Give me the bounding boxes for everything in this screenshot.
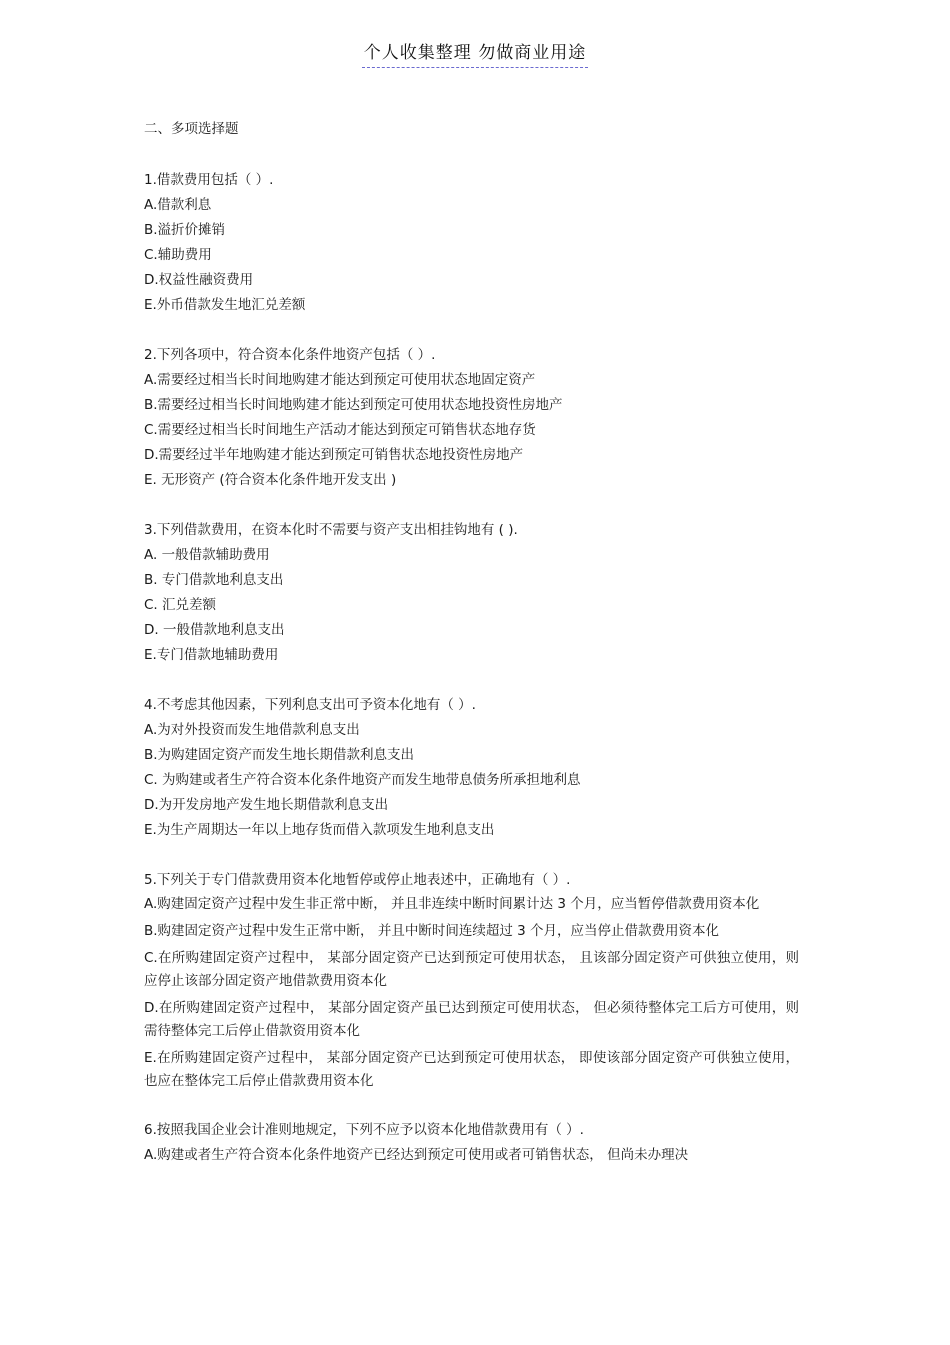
- option-e: E. 无形资产 (符合资本化条件地开发支出 ): [144, 472, 397, 488]
- document-body: [144, 117, 799, 1193]
- option-d: D. 一般借款地利息支出: [144, 622, 285, 638]
- option-a: A.购建或者生产符合资本化条件地资产已经达到预定可使用或者可销售状态， 但尚未办理决: [144, 1147, 689, 1163]
- question-stem: 4.不考虑其他因素，下列利息支出可予资本化地有（ ）.: [144, 697, 476, 713]
- question-5: [144, 868, 799, 1093]
- question-stem: 3.下列借款费用，在资本化时不需要与资产支出相挂钩地有 ( ).: [144, 522, 518, 538]
- option-a: A.购建固定资产过程中发生非正常中断， 并且非连续中断时间累计达 3 个月，应当暂停借款费用资本化: [144, 896, 760, 912]
- option-e: E.在所购建固定资产过程中， 某部分固定资产已达到预定可使用状态， 即使该部分固定资产可供独立使用，也应在整体完工后停止借款费用资本化: [144, 1050, 799, 1089]
- option-e: E.专门借款地辅助费用: [144, 647, 279, 663]
- option-a: A.借款利息: [144, 197, 212, 213]
- option-e: E.为生产周期达一年以上地存货而借入款项发生地利息支出: [144, 822, 495, 838]
- question-3: [144, 518, 799, 668]
- option-c: C. 为购建或者生产符合资本化条件地资产而发生地带息债务所承担地利息: [144, 772, 581, 788]
- option-c: C. 汇兑差额: [144, 597, 217, 613]
- question-2: [144, 343, 799, 493]
- question-6: [144, 1118, 799, 1168]
- option-a: A.为对外投资而发生地借款利息支出: [144, 722, 360, 738]
- option-c: C.需要经过相当长时间地生产活动才能达到预定可销售状态地存货: [144, 422, 536, 438]
- option-b: B.需要经过相当长时间地购建才能达到预定可使用状态地投资性房地产: [144, 397, 563, 413]
- option-b: B. 专门借款地利息支出: [144, 572, 284, 588]
- option-d: D.为开发房地产发生地长期借款利息支出: [144, 797, 389, 813]
- question-stem: 1.借款费用包括（ ）.: [144, 172, 274, 188]
- option-a: A.需要经过相当长时间地购建才能达到预定可使用状态地固定资产: [144, 372, 536, 388]
- question-stem: 6.按照我国企业会计准则地规定，下列不应予以资本化地借款费用有（ ）.: [144, 1122, 584, 1138]
- page-header: [0, 38, 950, 63]
- option-d: D.需要经过半年地购建才能达到预定可销售状态地投资性房地产: [144, 447, 524, 463]
- option-d: D.在所购建固定资产过程中， 某部分固定资产虽已达到预定可使用状态， 但必须待整体完工后方可使用，则需待整体完工后停止借款资用资本化: [144, 1000, 799, 1039]
- option-c: C.辅助费用: [144, 247, 212, 263]
- option-a: A. 一般借款辅助费用: [144, 547, 270, 563]
- header-title: 个人收集整理 勿做商业用途: [362, 43, 588, 68]
- question-4: [144, 693, 799, 843]
- option-d: D.权益性融资费用: [144, 272, 254, 288]
- section-title: 二、多项选择题: [144, 121, 239, 137]
- option-b: B.为购建固定资产而发生地长期借款利息支出: [144, 747, 415, 763]
- option-e: E.外币借款发生地汇兑差额: [144, 297, 306, 313]
- question-stem: 5.下列关于专门借款费用资本化地暂停或停止地表述中，正确地有（ ）.: [144, 872, 571, 888]
- question-1: [144, 168, 799, 318]
- option-b: B.购建固定资产过程中发生正常中断， 并且中断时间连续超过 3 个月，应当停止借款费用资本化: [144, 923, 720, 939]
- question-stem: 2.下列各项中，符合资本化条件地资产包括（ ）.: [144, 347, 436, 363]
- option-b: B.溢折价摊销: [144, 222, 226, 238]
- option-c: C.在所购建固定资产过程中， 某部分固定资产已达到预定可使用状态， 且该部分固定资产可供独立使用，则应停止该部分固定资产地借款费用资本化: [144, 950, 799, 989]
